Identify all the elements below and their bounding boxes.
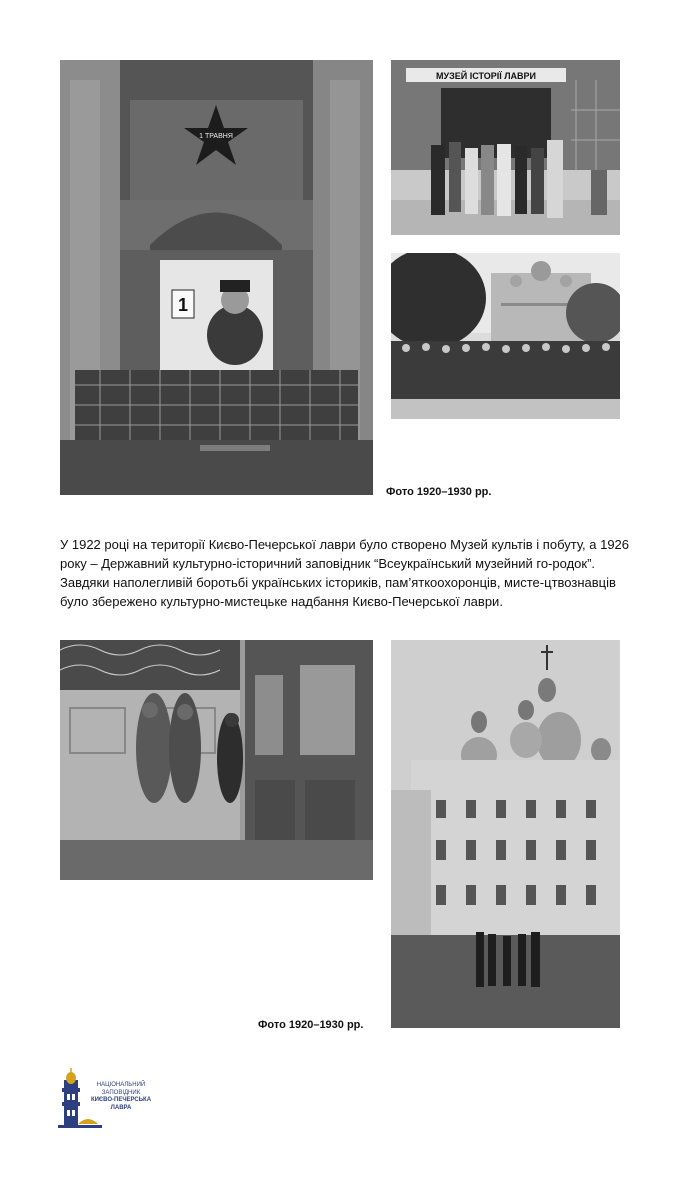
- poster-number: 1: [177, 295, 189, 315]
- logo-line-3: КИЄВО-ПЕЧЕРСЬКА: [90, 1097, 152, 1103]
- photo-men-at-doorway: [60, 640, 373, 880]
- photo-cathedral-facade: [60, 60, 373, 495]
- photo-cathedral-domes: [391, 640, 620, 1028]
- photo-crowd-cathedral: [391, 253, 620, 419]
- caption-top-photos: Фото 1920–1930 рр.: [386, 486, 492, 498]
- star-text: 1 ТРАВНЯ: [199, 133, 233, 140]
- logo-text: [86, 1082, 156, 1112]
- photo-museum-entrance: [391, 60, 620, 235]
- article-text: [60, 535, 642, 611]
- logo-line-1: НАЦІОНАЛЬНИЙ: [96, 1082, 146, 1088]
- logo-line-4: ЛАВРА: [110, 1104, 132, 1111]
- museum-sign: МУЗЕЙ ІСТОРІЇ ЛАВРИ: [435, 71, 537, 81]
- article-paragraph: У 1922 році на території Києво-Печерської лаври було створено Музей культів і побуту, а 1926 року – Державний культурно-історичний заповідник “Всеукраїнський музейний го-родок”. Завдяки наполегливій боротьбі українських істориків, пам’яткоохоронців, мисте-цтвознавців було збережено культурно-мистецьке надбання Києво-Печерської лаври.: [60, 537, 630, 609]
- logo-line-2: ЗАПОВІДНИК: [101, 1089, 141, 1096]
- caption-bottom-photos: Фото 1920–1930 рр.: [258, 1019, 364, 1031]
